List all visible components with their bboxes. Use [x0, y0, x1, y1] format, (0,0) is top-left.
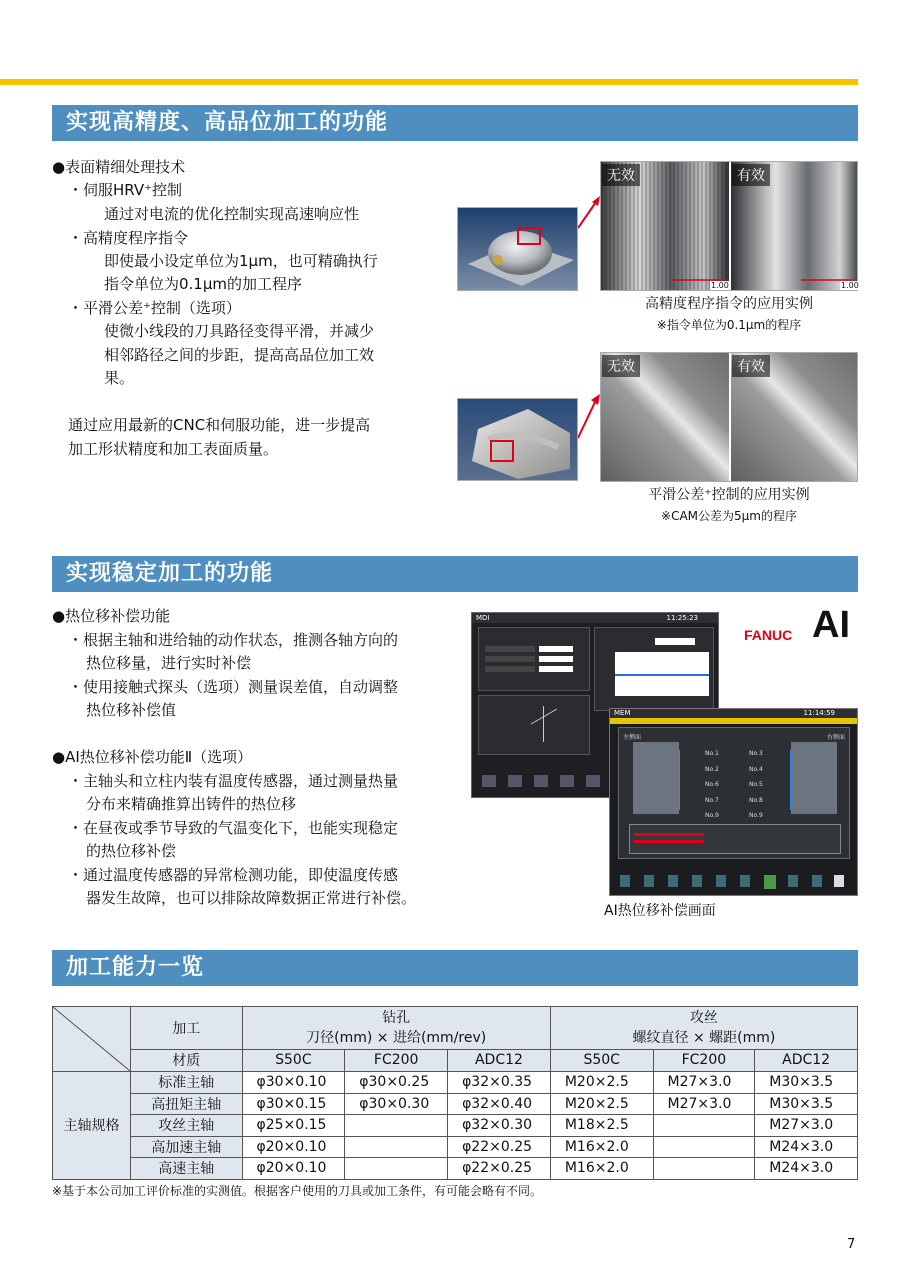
spindle-name: 标准主轴	[131, 1072, 243, 1094]
bullet-smooth-tolerance: ・平滑公差⁺控制（选项）	[68, 299, 241, 317]
table-corner-cell	[53, 1007, 131, 1072]
table-cell: M30×3.5	[755, 1072, 858, 1094]
desc-smooth-3: 果。	[104, 369, 135, 387]
section-title-stable: 实现稳定加工的功能	[52, 556, 858, 592]
table-cell: M30×3.5	[755, 1093, 858, 1115]
header-drill	[242, 1007, 550, 1050]
sensor-label: No.9	[705, 812, 719, 819]
ai-bullet-3: ・通过温度传感器的异常检测功能，即使温度传感	[68, 866, 399, 884]
desc-smooth-1: 使微小线段的刀具路径变得平滑，并减少	[104, 322, 375, 340]
header-material: 材质	[131, 1049, 243, 1071]
thermal-bullet-1b: 热位移量，进行实时补偿	[86, 654, 252, 672]
table-cell	[653, 1136, 755, 1158]
table-cell: M27×3.0	[653, 1093, 755, 1115]
table-cell	[345, 1158, 448, 1180]
summary-line-1: 通过应用最新的CNC和伺服功能，进一步提高	[68, 416, 371, 434]
desc-servo-hrv: 通过对电流的优化控制实现高速响应性	[104, 205, 360, 223]
top-accent-bar	[0, 79, 858, 85]
caption-smooth-example: 平滑公差⁺控制的应用实例	[648, 487, 810, 503]
right-side-label: 右侧面	[826, 734, 845, 741]
table-cell: M18×2.5	[550, 1115, 653, 1137]
table-cell: φ32×0.35	[448, 1072, 551, 1094]
thermal-bullet-2b: 热位移补偿值	[86, 701, 177, 719]
table-cell: M20×2.5	[550, 1093, 653, 1115]
header-drill-sub: 刀径(mm) × 进给(mm/rev)	[306, 1029, 487, 1046]
tag-disabled-2: 无效	[602, 355, 640, 377]
screen-time-label-2: 11:14:59	[803, 709, 835, 717]
material-cell: ADC12	[755, 1049, 858, 1071]
sensor-label: No.3	[749, 750, 763, 757]
table-cell: M27×3.0	[653, 1072, 755, 1094]
sensor-label: No.9	[749, 812, 763, 819]
ai-bullet-3b: 器发生故障，也可以排除故障数据正常进行补偿。	[86, 889, 417, 907]
summary-line-2: 加工形状精度和加工表面质量。	[68, 440, 279, 458]
spindle-name: 攻丝主轴	[131, 1115, 243, 1137]
table-cell: M27×3.0	[755, 1115, 858, 1137]
fanuc-logo: FANUC	[744, 627, 793, 643]
table-cell: M16×2.0	[550, 1158, 653, 1180]
screen-time-label: 11:25:23	[666, 614, 698, 622]
heading-surface-tech: ●表面精细处理技术	[52, 158, 186, 176]
heading-thermal-comp: ●热位移补偿功能	[52, 607, 171, 625]
table-row	[53, 1072, 858, 1094]
table-cell: φ32×0.40	[448, 1093, 551, 1115]
header-spindle: 主轴规格	[53, 1072, 131, 1180]
thermal-bullet-1: ・根据主轴和进给轴的动作状态，推测各轴方向的	[68, 631, 399, 649]
table-row	[53, 1115, 858, 1137]
table-cell: φ20×0.10	[242, 1158, 345, 1180]
header-tap-title: 攻丝	[689, 1009, 718, 1026]
table-footnote: ※基于本公司加工评价标准的实测值。根据客户使用的刀具或加工条件，有可能会略有不同。	[52, 1184, 543, 1198]
heading-ai-thermal: ●AI热位移补偿功能Ⅱ（选项）	[52, 748, 253, 766]
screen-mode-label: MDI	[476, 614, 490, 622]
caption-precision-note: ※指令单位为0.1μm的程序	[656, 318, 802, 332]
tag-enabled-2: 有效	[732, 355, 770, 377]
table-cell: φ22×0.25	[448, 1136, 551, 1158]
header-tap-sub: 螺纹直径 × 螺距(mm)	[632, 1029, 776, 1046]
scale-label-1: 1.00	[711, 281, 729, 290]
workpiece-block-photo	[457, 398, 578, 481]
sensor-label: No.7	[705, 796, 719, 804]
table-cell: φ30×0.25	[345, 1072, 448, 1094]
ai-bullet-2: ・在昼夜或季节导致的气温变化下，也能实现稳定	[68, 819, 399, 837]
left-side-label: 左侧面	[623, 734, 642, 741]
table-cell: φ25×0.15	[242, 1115, 345, 1137]
table-cell: φ30×0.10	[242, 1072, 345, 1094]
tag-disabled-1: 无效	[602, 164, 640, 186]
header-drill-title: 钻孔	[382, 1009, 411, 1026]
bullet-servo-hrv: ・伺服HRV⁺控制	[68, 181, 183, 199]
cnc-screen-ai-thermal	[609, 708, 858, 896]
table-cell: φ30×0.30	[345, 1093, 448, 1115]
material-cell: S50C	[242, 1049, 345, 1071]
table-row	[53, 1093, 858, 1115]
material-cell: FC200	[653, 1049, 755, 1071]
bullet-high-precision: ・高精度程序指令	[68, 229, 189, 247]
table-cell: φ30×0.15	[242, 1093, 345, 1115]
desc-smooth-2: 相邻路径之间的步距，提高高品位加工效	[104, 346, 375, 364]
header-tap	[550, 1007, 857, 1050]
page-number: 7	[847, 1237, 856, 1252]
table-cell: M24×3.0	[755, 1158, 858, 1180]
header-process: 加工	[131, 1007, 243, 1050]
desc-high-precision-2: 指令单位为0.1μm的加工程序	[104, 275, 303, 293]
pointer-arrow-1	[578, 194, 602, 234]
sensor-label: No.4	[749, 765, 763, 773]
spindle-name: 高加速主轴	[131, 1136, 243, 1158]
sensor-label: No.6	[705, 781, 719, 788]
table-cell: M20×2.5	[550, 1072, 653, 1094]
sensor-label: No.8	[749, 796, 763, 804]
table-cell: φ22×0.25	[448, 1158, 551, 1180]
sensor-label: No.2	[705, 765, 719, 773]
screen-mode-label-2: MEM	[614, 709, 631, 717]
table-cell: φ20×0.10	[242, 1136, 345, 1158]
spindle-name: 高扭矩主轴	[131, 1093, 243, 1115]
spindle-name: 高速主轴	[131, 1158, 243, 1180]
caption-smooth-note: ※CAM公差为5μm的程序	[661, 509, 797, 523]
table-cell: M16×2.0	[550, 1136, 653, 1158]
material-cell: ADC12	[448, 1049, 551, 1071]
table-cell	[653, 1115, 755, 1137]
table-cell	[653, 1158, 755, 1180]
ai-bullet-2b: 的热位移补偿	[86, 842, 177, 860]
caption-precision-example: 高精度程序指令的应用实例	[645, 296, 813, 312]
ai-bullet-1: ・主轴头和立柱内装有温度传感器，通过测量热量	[68, 772, 399, 790]
tag-enabled-1: 有效	[732, 164, 770, 186]
section-title-capability: 加工能力一览	[52, 950, 858, 986]
thermal-bullet-2: ・使用接触式探头（选项）测量误差值，自动调整	[68, 678, 399, 696]
material-cell: FC200	[345, 1049, 448, 1071]
table-row	[53, 1158, 858, 1180]
table-cell: φ32×0.30	[448, 1115, 551, 1137]
table-cell	[345, 1115, 448, 1137]
workpiece-dome-photo	[457, 207, 578, 291]
sensor-label: No.5	[749, 781, 763, 788]
table-cell: M24×3.0	[755, 1136, 858, 1158]
material-cell: S50C	[550, 1049, 653, 1071]
scale-label-2: 1.00	[841, 281, 859, 290]
desc-high-precision-1: 即使最小设定单位为1μm，也可精确执行	[104, 252, 378, 270]
caption-ai-screen: AI热位移补偿画面	[604, 903, 716, 919]
capability-table	[52, 1006, 858, 1180]
ai-logo: AI	[812, 605, 850, 645]
pointer-arrow-2	[578, 392, 602, 442]
table-cell	[345, 1136, 448, 1158]
sensor-label: No.1	[705, 750, 719, 757]
table-row	[53, 1136, 858, 1158]
ai-bullet-1b: 分布来精确推算出铸件的热位移	[86, 795, 297, 813]
section-title-precision: 实现高精度、高品位加工的功能	[52, 105, 858, 141]
